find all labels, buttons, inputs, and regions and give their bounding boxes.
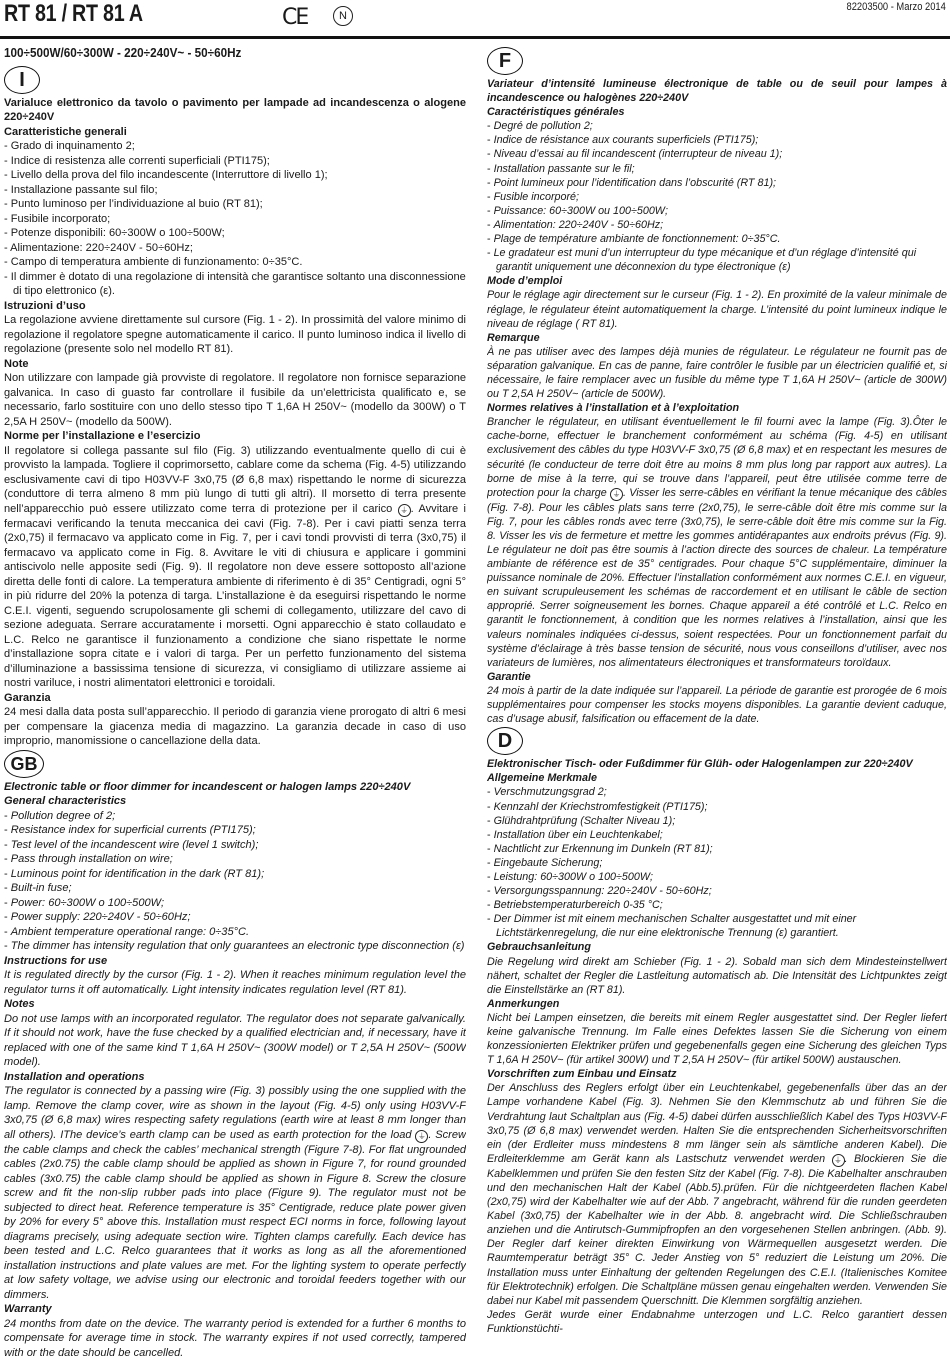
list-item: - Nachtlicht zur Erkennung im Dunkeln (RT 81); (487, 842, 947, 856)
left-column (4, 46, 466, 1366)
usage-heading: Istruzioni d’uso (4, 299, 86, 312)
install-text (4, 1084, 466, 1302)
list-item: - Campo di temperatura ambiente di funzionamento: 0÷35°C. (4, 255, 466, 270)
install-text (487, 415, 947, 670)
install-text-a: Brancher le régulateur, en utilisant éventuellement le fil fourni avec la lampe (Fig. 3).Ôter le cache-borne, effectuer le branchement conformément au schéma (Fig. 4-5) en utilisant exclusivement des câbles du type H03VV-F 3x0,75 (Ø 6,8 max) et en respectant les mesures de sécurité (le conducteur de terre doit être au moins 8 mm plus long par rapport aux autres). La borne de mise à la terre, qui se trouve dans l’appareil, peut être utilisée comme terre de protection pour la charge (487, 416, 947, 499)
notes-text: Non utilizzare con lampade già provviste di regolatore. Il regolatore non fornisce separazione galvanica. In caso di guasto far controllare il fusibile da un’elettricista qualificato e, se necessario, farlo sostituire con uno dello stesso tipo T 1,6A H 250V~ (modello da 300W) o T 2,5A H 250V~ (modello da 500W). (4, 372, 466, 428)
notes-text: À ne pas utiliser avec des lampes déjà munies de régulateur. Le régulateur ne fournit pas de séparation galvanique. En cas de panne, faire contrôler le fusible par un électricien qualifié et, si nécessaire, le faire remplacer avec un fusible du même type T 1,6A H 250V~ (article de 300W) ou T 2,5A H 250V~ (article de 500W). (487, 345, 947, 401)
list-item: - Indice de résistance aux courants superficiels (PTI175); (487, 133, 947, 147)
notes-heading: Anmerkungen (487, 997, 560, 1010)
list-item: - Kennzahl der Kriechstromfestigkeit (PTI175); (487, 800, 947, 814)
warranty-heading: Garantie (487, 670, 531, 683)
list-item: - Niveau d’essai au fil incandescent (interrupteur de niveau 1); (487, 147, 947, 161)
list-item: - Luminous point for identification in the dark (RT 81); (4, 867, 466, 882)
list-item: - Point lumineux pour l’identification dans l’obscurité (RT 81); (487, 176, 947, 190)
section-french (487, 46, 947, 726)
general-list (487, 785, 947, 940)
list-item: - Punto luminoso per l’individuazione al buio (RT 81); (4, 197, 466, 212)
general-heading: Caratteristiche generali (4, 125, 127, 138)
usage-text: La regolazione avviene direttamente sul cursore (Fig. 1 - 2). In prossimità del valore minimo di regolazione il regolatore spegne automaticamente il carico. Il punto luminoso indica il livello di regolazione (presente solo nel modello RT 81). (4, 314, 466, 355)
list-item: - Installazione passante sul filo; (4, 183, 466, 198)
ground-symbol-icon: ⏚ (398, 504, 411, 517)
list-item: - Test level of the incandescent wire (level 1 switch); (4, 838, 466, 853)
general-heading: Allgemeine Merkmale (487, 772, 597, 785)
section-german (487, 726, 947, 1336)
list-item: - Power: 60÷300W o 100÷500W; (4, 896, 466, 911)
list-item: - Betriebstemperaturbereich 0-35 °C; (487, 898, 947, 912)
section-italian (4, 65, 466, 749)
list-item: - Leistung: 60÷300W o 100÷500W; (487, 870, 947, 884)
notes-heading: Remarque (487, 331, 540, 344)
general-list (487, 119, 947, 274)
ce-mark-icon: CE (282, 5, 308, 30)
install-heading: Installation and operations (4, 1070, 145, 1083)
warranty-heading: Garanzia (4, 691, 51, 704)
notes-heading: Note (4, 357, 29, 370)
list-item: - Built-in fuse; (4, 881, 466, 896)
list-item: - Installation passante sur le fil; (487, 162, 947, 176)
document-reference: 82203500 - Marzo 2014 (846, 1, 946, 13)
section-title: Electronic table or floor dimmer for incandescent or halogen lamps 220÷240V (4, 780, 411, 793)
usage-text: Die Regelung wird direkt am Schieber (Fig. 1 - 2). Sobald man sich dem Mindesteinstellwert nähert, schaltet der Regler die Lastleitung automatisch ab. Die Intensität des Lichtpunktes zeigt die Einstellstärke an (RT 81). (487, 955, 947, 996)
notes-text: Do not use lamps with an incorporated regulator. The regulator does not separate galvanically. If it should not work, have the fuse checked by a qualified electrician and, if necessary, have it replaced with one of the same kind T 1,6A H 250V~ (300W model) or T 2,5A H 250V~ (500W model). (4, 1012, 466, 1068)
product-title: RT 81 / RT 81 A (4, 0, 143, 27)
list-item: - Degré de pollution 2; (487, 119, 947, 133)
install-text-b: . Blockieren Sie die Kabelklemmen und prüfen Sie den festen Sitz der Kabel (Fig. 7-8). Die Kabelhalter anschrauben und den mechanischen Halt der Kabel (Abb.5).prüfen. Für die nichtgeerdeten flachen Kabel (2x0,75) wird der Kabelhalter wie auf der Abb. 7 angebracht, während für die runden geerdeten Kabel (3x0,75) der Kabelhalter wie in der Abb. 8. angebracht wird. Die Schließschrauben anziehen und die Antirutsch-Gummipfropfen an den vorgesehenen Stellen anbringen. (Abb. 9). Der Regler darf keiner direkten Einwirkung von Wärmequellen ausgesetzt werden. Die Raumtemperatur beträgt 35° C. Jeder Anstieg von 5° reduziert die Leistung um 20%. Die Installation muss unter Einhaltung der geltenden Regelungen des C.E.I. (Italienisches Komitee für Elektrotechnik) erfolgen. Die Schaltpläne müssen genau eingehalten werden. Verwenden Sie dabei nur Kabel mit passendem Querschnitt. Die Klemmen sorgfältig anziehen. (487, 1152, 947, 1307)
usage-heading: Gebrauchsanleitung (487, 941, 591, 954)
usage-heading: Mode d’emploi (487, 275, 563, 288)
list-item: - Le gradateur est muni d’un interrupteur du type mécanique et d’un réglage d’intensité qui garantit uniquement une déconnexion du type électronique (ε) (487, 246, 947, 274)
install-text-a: Il regolatore si collega passante sul filo (Fig. 3) utilizzando eventualmente quello di cui è provvisto la lampada. Togliere il coprimorsetto, cablare come da schema (Fig. 4-5) utilizzando esclusivamente cavi di tipo H03VV-F 3x0,75 (Ø 6,8 max) rispettando le norme di sicurezza (conduttore di terra almeno 8 mm più lungo di tutti gli altri). Il morsetto di terra presente nell’apparecchio può essere utilizzato come terra di protezione per il carico (4, 444, 466, 515)
install-text-a: The regulator is connected by a passing wire (Fig. 3) possibly using the one supplied with the lamp. Remove the clamp cover, wire as shown in the layout (Fig. 4-5) only using H03VV-F 3x0,75 (Ø 6,8 max) wires respecting safety regulations (earth wire at least 8 mm longer than all others). IThe device’s earth clamp can be used as earth protection for the load (4, 1085, 466, 1141)
install-heading: Norme per l’installazione e l’esercizio (4, 430, 201, 442)
list-item: - The dimmer has intensity regulation that only guarantees an electronic type disconnection (ε) (4, 939, 466, 954)
warranty-text: 24 mesi dalla data posta sull’apparecchio. Il periodo di garanzia viene prorogato di altri 6 mesi per compensare la giacenza media di magazzino. La garanzia decade in caso di uso improprio, manomissione o cancellazione della data. (4, 706, 466, 747)
final-text: Jedes Gerät wurde einer Endabnahme unterzogen und L.C. Relco garantiert dessen Funktionstüchti- (487, 1308, 947, 1335)
language-badge-it: I (4, 66, 40, 94)
list-item: - Alimentazione: 220÷240V - 50÷60Hz; (4, 241, 466, 256)
language-badge-f: F (487, 47, 523, 75)
list-item: - Il dimmer è dotato di una regolazione di intensità che garantisce soltanto una disconnessione di tipo elettronico (ε). (4, 270, 466, 299)
warranty-text: 24 mois à partir de la date indiquée sur l’appareil. La période de garantie est prorogée de 6 mois supplémentaires pour compenser les stocks moyens disponibles. La garantie devient caduque, cas d’usage abusif, falsification ou effacement de la date. (487, 684, 947, 726)
install-text-b: . Visser les serre-câbles en vérifiant la tenue mécanique des câbles (Fig. 7-8). Pour les câbles plats sans terre (2x0,75), le serre-câble doit être mis comme sur la Fig. 7, pour les câbles ronds avec terre (3x0,75), le serre-câble doit être mis comme sur la Fig. 8. Visser les vis de fermeture et mettre les gommes antidérapantes aux endroits prévus (Fig. 9). Le régulateur ne doit pas être soumis à l’action directe des sources de chaleur. La température ambiante de référence est de 35° centigrades. Pour chaque 5°C supplémentaire, diminuer la puissance nominale de 20%. Effectuer l’installation conformément aux normes C.E.I. en vigueur, en suivant scrupuleusement les schémas de raccordement et en utilisant le câble de section approprié. Serrer soigneusement les bornes. Chaque appareil a été contrôlé et L.C. Relco en garantit le fonctionnement, à condition que les normes relatives à l’installation, ainsi que les valeurs nominales indiquées ci-dessus, soient respectées. Pour un fonctionnement parfait du système d’éclairage à très basse tension de sécurité, nous vous conseillons d’utiliser, avec nos variateurs de lumières, nos alimentateurs électroniques et transformateurs toroïdaux. (487, 486, 947, 669)
document-header (0, 0, 950, 39)
list-item: - Indice di resistenza alle correnti superficiali (PTI175); (4, 154, 466, 169)
list-item: - Ambient temperature operational range: 0÷35°C. (4, 925, 466, 940)
section-english (4, 749, 466, 1361)
list-item: - Pass through installation on wire; (4, 852, 466, 867)
notes-heading: Notes (4, 998, 35, 1010)
list-item: - Glühdrahtprüfung (Schalter Niveau 1); (487, 814, 947, 828)
install-heading: Vorschriften zum Einbau und Einsatz (487, 1068, 677, 1081)
notes-text: Nicht bei Lampen einsetzen, die bereits mit einem Regler ausgestattet sind. Der Regler liefert keine galvanische Trennung. Im Falle eines Defektes lassen Sie die Sicherung von einem konzessionierten Elektriker prüfen und gegebenenfalls gegen eine Sicherung des gleichen Typs T 1,6A H 250V~ (für artikel 300W) und T 2,5A H 250V~ (für artikel 500W) austauschen. (487, 1011, 947, 1067)
list-item: - Puissance: 60÷300W ou 100÷500W; (487, 204, 947, 218)
list-item: - Resistance index for superficial currents (PTI175); (4, 823, 466, 838)
warranty-heading: Warranty (4, 1303, 52, 1315)
usage-text: Pour le réglage agir directement sur le curseur (Fig. 1 - 2). En proximité de la valeur minimale de réglage, le régulateur éteint automatiquement la charge. L’intensité du point lumineux indique le niveau de réglage ( RT 81). (487, 289, 947, 330)
install-text-a: Der Anschluss des Reglers erfolgt über ein Leuchtenkabel, gegebenenfalls über das an der Lampe vorhandene Kabel (Fig. 3). Nehmen Sie den Klemmschutz ab und führen Sie die Verdrahtung laut Schaltplan aus (Fig. 4-5) dabei dürfen ausschließlich Kabel des Typs H03VV-F 3x0,75 (Ø 6,8 max) verwendet werden. Halten Sie die entsprechenden Sicherheitsvorschriften ein (der Erdleiter muss mindestens 8 mm länger sein als sämtliche anderen Kabel). Die Erdleiterklemme am Gerät kann als Lastschutz verwendet werden (487, 1082, 947, 1165)
list-item: - Alimentation: 220÷240V - 50÷60Hz; (487, 218, 947, 232)
list-item: - Fusibile incorporato; (4, 212, 466, 227)
list-item: - Verschmutzungsgrad 2; (487, 785, 947, 799)
section-title: Elektronischer Tisch- oder Fußdimmer für Glüh- oder Halogenlampen zur 220÷240V (487, 758, 913, 771)
usage-text: It is regulated directly by the cursor (Fig. 1 - 2). When it reaches minimum regulation level the regulator turns it off automatically. Light intensity indicates regulation level (RT 81). (4, 969, 466, 996)
list-item: - Potenze disponibili: 60÷300W o 100÷500W; (4, 226, 466, 241)
language-badge-d: D (487, 727, 523, 755)
section-title: Variateur d’intensité lumineuse électronique de table ou de seuil pour lampes à incandescence ou halogènes 220÷240V (487, 78, 947, 105)
list-item: - Eingebaute Sicherung; (487, 856, 947, 870)
ground-symbol-icon: ⏚ (610, 488, 623, 501)
list-item: - Plage de température ambiante de fonctionnement: 0÷35°C. (487, 232, 947, 246)
n-certification-icon: N (333, 6, 353, 26)
general-heading: Caractéristiques générales (487, 106, 625, 119)
section-title: Varialuce elettronico da tavolo o pavimento per lampade ad incandescenza o alogene 220÷240V (4, 96, 466, 123)
list-item: - Versorgungsspannung: 220÷240V - 50÷60Hz; (487, 884, 947, 898)
ground-symbol-icon: ⏚ (415, 1130, 428, 1143)
install-text (487, 1081, 947, 1307)
ground-symbol-icon: ⏚ (832, 1154, 845, 1167)
usage-heading: Instructions for use (4, 954, 108, 967)
right-column (487, 46, 947, 1366)
install-text (4, 444, 466, 691)
list-item: - Pollution degree of 2; (4, 809, 466, 824)
list-item: - Installation über ein Leuchtenkabel; (487, 828, 947, 842)
electrical-rating: 100÷500W/60÷300W - 220÷240V~ - 50÷60Hz (4, 46, 242, 60)
install-text-b: . Screw the cable clamps and check the cables’ mechanical strength (Figure 7-8). For flat ungrounded cables (2x0.75) the cable clamp should be applied as shown in Figure 7, for round grounded cables (3x0.75) the cable clamp should be applied as shown in Figure 8. Screw the closure screw and fit the non-slip rubber pads into place (Figure 9). The regulator must not be subjected to direct heat. Reference temperature is 35° Centigrade, reduce plate power given by 20% for every 5° above this. Installation must respect ECI norms in force, following layout diagrams precisely, using adequate section wire. Tighten clamps carefully. Each device has been tested and L.C. Relco guarantees that it works as long as all the aforementioned installation instructions and plate values are met. For the lighting system to operate perfectly at low safety voltage, we advise using our electronic and toroidal feeders together with our dimmers. (4, 1128, 466, 1301)
list-item: - Power supply: 220÷240V - 50÷60Hz; (4, 910, 466, 925)
general-heading: General characteristics (4, 795, 127, 807)
install-text-b: . Avvitare i fermacavi verificando la tenuta meccanica dei cavi (Fig. 7-8). Per i cavi piatti senza terra (2x0,75) il fermacavo va applicato come in Fig. 7, per i cavi tondi provvisti di terra (3x0,75) il fermacavo va applicato come in Fig. 8. Avvitare le viti di chiusura e applicare i gommini antiscivolo nelle apposite sedi (Fig. 9). Il regolatore non deve essere sottoposto all’azione diretta delle fonti di calore. La temperatura ambiente di riferimento è di 35° Centigradi, ogni 5° in più ridurre del 20% la potenza di targa. L’installazione è da eseguirsi rispettando le norme C.E.I. vigenti, seguendo scrupolosamente gli schemi di collegamento, utilizzare del cavo di sezione adeguata. Serrare accuratamente i morsetti. Ogni apparecchio è stato collaudato e L.C. Relco ne garantisce il funzionamento a condizione che siano rispettate le norme d’installazione sopra citate e i valori di targa. Per un perfetto funzionamento del sistema d’illuminazione a bassissima tensione di sicurezza, vi consigliamo di utilizzare assieme ai nostri variluce, i nostri alimentatori elettronici e toroidali. (4, 502, 466, 689)
list-item: - Livello della prova del filo incandescente (Interruttore di livello 1); (4, 168, 466, 183)
general-list (4, 139, 466, 299)
install-heading: Normes relatives à l’installation et à l’exploitation (487, 402, 740, 415)
general-list (4, 809, 466, 954)
language-badge-gb: GB (4, 750, 44, 778)
list-item: - Fusible incorporé; (487, 190, 947, 204)
list-item: - Der Dimmer ist mit einem mechanischen Schalter ausgestattet und mit einer Lichtstärkenregelung, die nur eine elektronische Trennung (ε) garantiert. (487, 912, 947, 940)
list-item: - Grado di inquinamento 2; (4, 139, 466, 154)
warranty-text: 24 months from date on the device. The warranty period is extended for a further 6 months to compensate for average time in stock. The warranty expires if not used correctly, tampered with or the date should be cancelled. (4, 1317, 466, 1359)
